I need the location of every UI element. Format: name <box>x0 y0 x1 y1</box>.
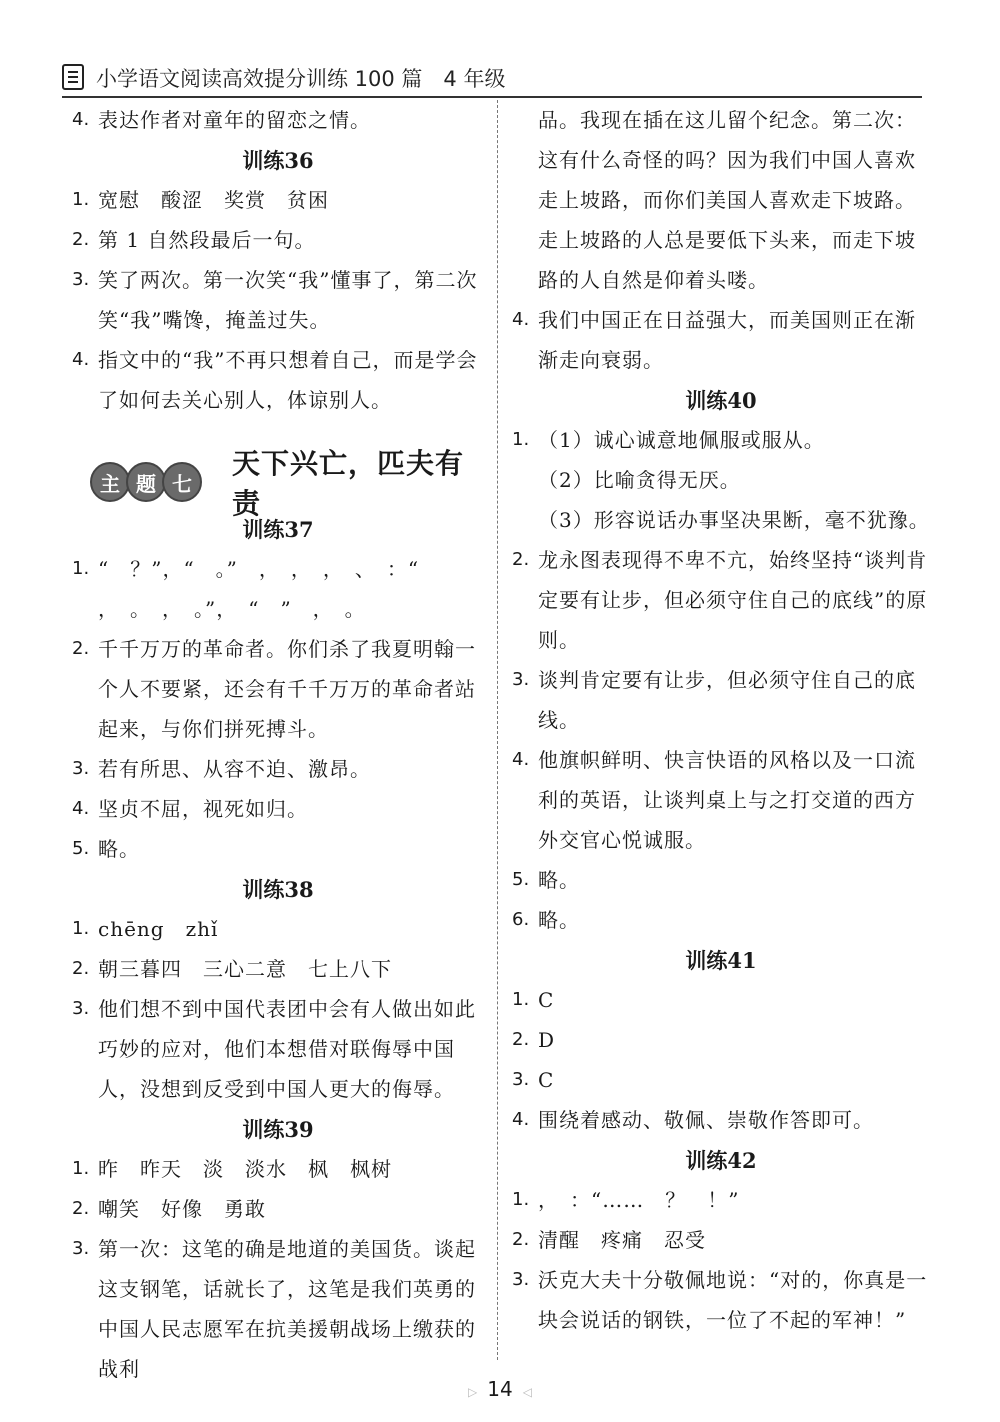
answer-item: 4. 我们中国正在日益强大，而美国则正在渐渐走向衰弱。 <box>512 308 916 372</box>
answer-item: ， 。 ， 。”， “ ” ， 。 <box>98 597 366 621</box>
answer-item: 4. 坚贞不屈，视死如归。 <box>72 797 308 821</box>
section-title: 训练39 <box>242 1117 314 1142</box>
answer-item: 6. 略。 <box>512 908 580 932</box>
answer-item: 5. 略。 <box>512 868 580 892</box>
section-title: 训练41 <box>685 948 757 973</box>
triangle-right-icon: ▷ <box>468 1385 478 1399</box>
book-icon <box>62 64 84 90</box>
answer-item: 1. 昨 昨天 淡 淡水 枫 枫树 <box>72 1157 392 1181</box>
right-column <box>512 100 930 1340</box>
section-title: 训练38 <box>242 877 314 902</box>
answer-item: 1. （1）诚心诚意地佩服或服从。 <box>512 428 825 452</box>
answer-item: 3. 若有所思、从容不迫、激昂。 <box>72 757 371 781</box>
left-column <box>72 100 484 1389</box>
answer-item: 5. 略。 <box>72 837 140 861</box>
answer-item: 3. 他们想不到中国代表团中会有人做出如此巧妙的应对，他们本想借对联侮辱中国人，没想到反受到中国人更大的侮辱。 <box>72 997 476 1101</box>
book-title: 小学语文阅读高效提分训练 100 篇 4 年级 <box>96 67 506 91</box>
section-title: 训练37 <box>242 517 314 542</box>
answer-item: 1. “ ？”，“ 。” ， ， ， 、 ：“ <box>72 557 420 581</box>
answer-item: 1. 宽慰 酸涩 奖赏 贫困 <box>72 188 329 212</box>
answer-item: 2. 第 1 自然段最后一句。 <box>72 228 316 252</box>
answer-item: （3）形容说话办事坚决果断，毫不犹豫。 <box>538 508 930 532</box>
answer-item: 2. D <box>512 1028 556 1052</box>
theme-badges <box>90 462 198 502</box>
answer-item: 2. 龙永图表现得不卑不亢，始终坚持“谈判肯定要有让步，但必须守住自己的底线”的原则。 <box>512 548 928 652</box>
answer-item: 3. 第一次：这笔的确是地道的美国货。谈起这支钢笔，话就长了，这笔是我们英勇的中国人民志愿军在抗美援朝战场上缴获的战利 <box>72 1237 476 1381</box>
section-title: 训练42 <box>685 1148 757 1173</box>
section-title: 训练36 <box>242 148 314 173</box>
answer-item: 品。我现在插在这儿留个纪念。第二次：这有什么奇怪的吗？因为我们中国人喜欢走上坡路，而你们美国人喜欢走下坡路。走上坡路的人总是要低下头来，而走下坡路的人自然是仰着头喽。 <box>538 108 916 292</box>
answer-item: 3. 笑了两次。第一次笑“我”懂事了，第二次笑“我”嘴馋，掩盖过失。 <box>72 268 478 332</box>
theme-title: 天下兴亡，匹夫有责 <box>232 447 465 520</box>
answer-item: 1. C <box>512 988 555 1012</box>
page-header <box>62 60 922 96</box>
answer-item: 1. chēng zhǐ <box>72 917 219 941</box>
column-divider <box>497 100 498 1360</box>
answer-item: 2. 清醒 疼痛 忍受 <box>512 1228 706 1252</box>
answers-35-tail <box>72 100 484 140</box>
answer-item: （2）比喻贪得无厌。 <box>538 468 741 492</box>
answer-item: 2. 嘲笑 好像 勇敢 <box>72 1197 266 1221</box>
triangle-left-icon: ◁ <box>522 1385 532 1399</box>
header-rule <box>62 96 922 98</box>
section-title: 训练40 <box>685 388 757 413</box>
answer-item: 4. 围绕着感动、敬佩、崇敬作答即可。 <box>512 1108 874 1132</box>
answer-item: 2. 千千万万的革命者。你们杀了我夏明翰一个人不要紧，还会有千千万万的革命者站起来，与你们拼死搏斗。 <box>72 637 476 741</box>
theme-badge: 主 <box>90 462 130 502</box>
answer-item: 2. 朝三暮四 三心二意 七上八下 <box>72 957 392 981</box>
answer-item: 1. ， ：“…… ？ ！” <box>512 1188 740 1212</box>
answer-item: 4. 他旗帜鲜明、快言快语的风格以及一口流利的英语，让谈判桌上与之打交道的西方外交官心悦诚服。 <box>512 748 916 852</box>
answer-item: 3. 谈判肯定要有让步，但必须守住自己的底线。 <box>512 668 916 732</box>
answer-item: 3. C <box>512 1068 555 1092</box>
answer-item: 4. 指文中的“我”不再只想着自己，而是学会了如何去关心别人，体谅别人。 <box>72 348 478 412</box>
answer-item: 3. 沃克大夫十分敬佩地说：“对的，你真是一块会说话的钢铁，一位了不起的军神！” <box>512 1268 928 1332</box>
page-number: ▷ 14 ◁ <box>468 1377 532 1401</box>
theme-badge: 题 <box>126 462 166 502</box>
theme-badge: 七 <box>162 462 202 502</box>
answer-item: 4. 表达作者对童年的留恋之情。 <box>72 108 371 132</box>
theme-heading <box>90 447 484 520</box>
